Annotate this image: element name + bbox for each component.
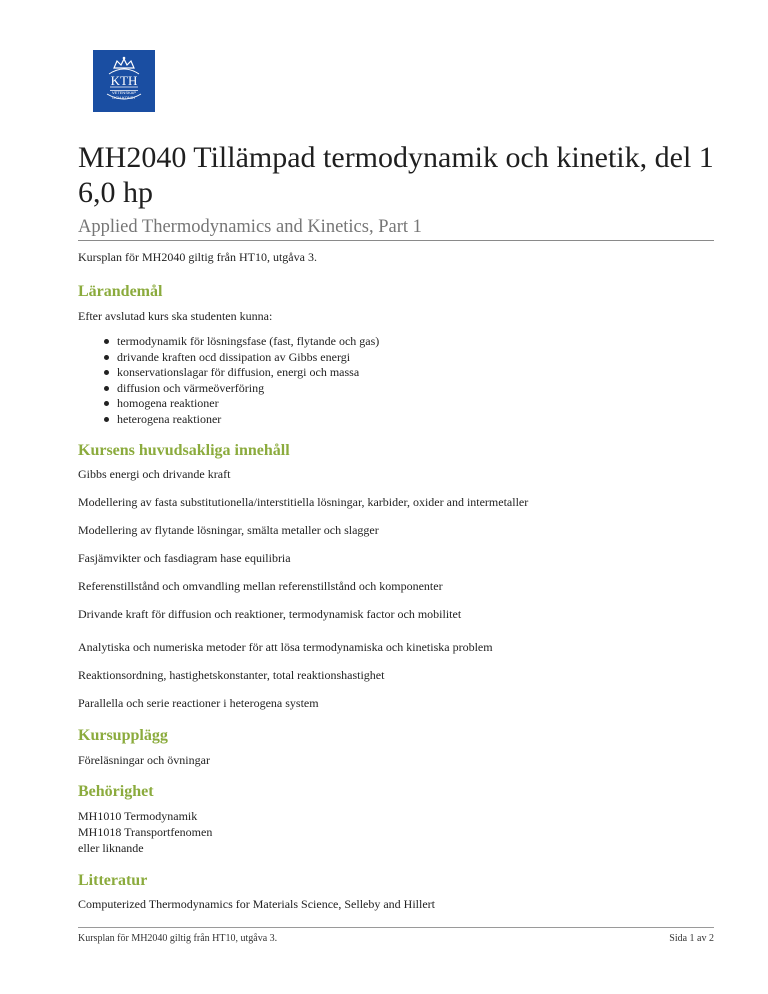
page-number: Sida 1 av 2 [669, 933, 714, 944]
footer-divider [78, 927, 714, 928]
content-paragraph: Gibbs energi och drivande kraft [78, 467, 231, 481]
footer-left-text: Kursplan för MH2040 giltig från HT10, utgåva 3. [78, 933, 278, 944]
content-paragraph: Drivande kraft för diffusion och reaktioner, termodynamisk factor och mobilitet [78, 607, 462, 621]
page-title [78, 140, 718, 210]
eligibility-line: MH1018 Transportfenomen [78, 825, 213, 839]
content-paragraph: Modellering av flytande lösningar, smälta metaller och slagger [78, 523, 379, 537]
literature-text: Computerized Thermodynamics for Materials Science, Selleby and Hillert [78, 897, 436, 911]
heading-setup: Kursupplägg [78, 727, 168, 744]
list-item: homogena reaktioner [117, 396, 379, 412]
page-subtitle: Applied Thermodynamics and Kinetics, Part 1 [78, 216, 714, 241]
eligibility-line: eller liknande [78, 841, 144, 855]
kth-logo [93, 50, 155, 112]
title-line-2: 6,0 hp [78, 176, 153, 209]
list-item: drivande kraften ocd dissipation av Gibbs energi [117, 350, 379, 366]
list-item: termodynamik för lösningsfase (fast, flytande och gas) [117, 334, 380, 348]
eligibility-lines [78, 808, 212, 856]
crown-icon [93, 50, 155, 112]
content-paragraph: Parallella och serie reactioner i heterogena system [78, 696, 319, 710]
list-item: konservationslagar för diffusion, energi och massa [117, 365, 379, 381]
heading-objectives: Lärandemål [78, 283, 163, 300]
heading-content: Kursens huvudsakliga innehåll [78, 442, 290, 459]
list-item: heterogena reaktioner [117, 412, 379, 428]
list-item: diffusion och värmeöverföring [117, 381, 379, 397]
heading-eligibility: Behörighet [78, 783, 154, 800]
title-line-1: MH2040 Tillämpad termodynamik och kinetik, del 1 [78, 141, 714, 174]
logo-line-1: VETENSKAP [111, 90, 137, 95]
logo-line-2: OCH KONST [112, 95, 136, 100]
setup-text: Föreläsningar och övningar [78, 753, 210, 767]
content-paragraph: Reaktionsordning, hastighetskonstanter, total reaktionshastighet [78, 668, 385, 682]
objectives-list [103, 334, 379, 428]
content-paragraph: Referenstillstånd och omvandling mellan referenstillstånd och komponenter [78, 579, 443, 593]
intro-text: Kursplan för MH2040 giltig från HT10, utgåva 3. [78, 250, 317, 264]
logo-text: KTH [110, 73, 138, 88]
objectives-lead: Efter avslutad kurs ska studenten kunna: [78, 309, 273, 323]
content-paragraph: Fasjämvikter och fasdiagram hase equilibria [78, 551, 291, 565]
heading-literature: Litteratur [78, 872, 148, 889]
content-paragraph: Modellering av fasta substitutionella/interstitiella lösningar, karbider, oxider and intermetaller [78, 495, 529, 509]
eligibility-line: MH1010 Termodynamik [78, 809, 198, 823]
content-paragraph: Analytiska och numeriska metoder för att lösa termodynamiska och kinetiska problem [78, 640, 493, 654]
page-footer [78, 933, 714, 944]
